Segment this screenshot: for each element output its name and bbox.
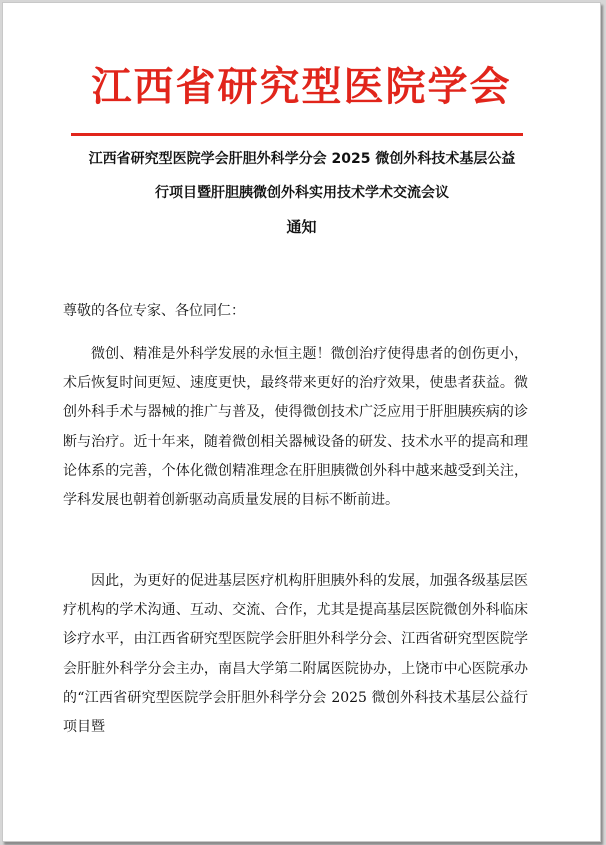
letterhead-title: 江西省研究型医院学会 xyxy=(91,64,512,110)
salutation: 尊敬的各位专家、各位同仁： xyxy=(63,303,245,319)
notice-heading: 通知 xyxy=(286,218,317,236)
document-title-line-2: 行项目暨肝胆胰微创外科实用技术学术交流会议 xyxy=(155,185,449,201)
document-page xyxy=(2,2,601,842)
body-paragraph: 因此，为更好的促进基层医疗机构肝胆胰外科的发展，加强各级基层医疗机构的学术沟通、互动、交流、合作，尤其是提高基层医院微创外科临床诊疗水平，由江西省研究型医院学会肝胆外科学分会、江西省研究型医院学会肝脏外科学分会主办，南昌大学第二附属医院协办，上饶市中心医院承办的“江西省研究型医院学会肝胆外科学分会 2025 微创外科技术基层公益行项目暨 xyxy=(63,573,528,736)
document-title-line-1: 江西省研究型医院学会肝胆外科学分会 2025 微创外科技术基层公益 xyxy=(88,151,516,167)
letterhead-divider xyxy=(71,133,523,136)
body-paragraph: 微创、精准是外科学发展的永恒主题！微创治疗使得患者的创伤更小，术后恢复时间更短、速度更快，最终带来更好的治疗效果，使患者获益。微创外科手术与器械的推广与普及，使得微创技术广泛应用于肝胆胰疾病的诊断与治疗。近十年来，随着微创相关器械设备的研发、技术水平的提高和理论体系的完善，个体化微创精准理念在肝胆胰微创外科中越来越受到关注，学科发展也朝着创新驱动高质量发展的目标不断前进。 xyxy=(63,346,528,509)
